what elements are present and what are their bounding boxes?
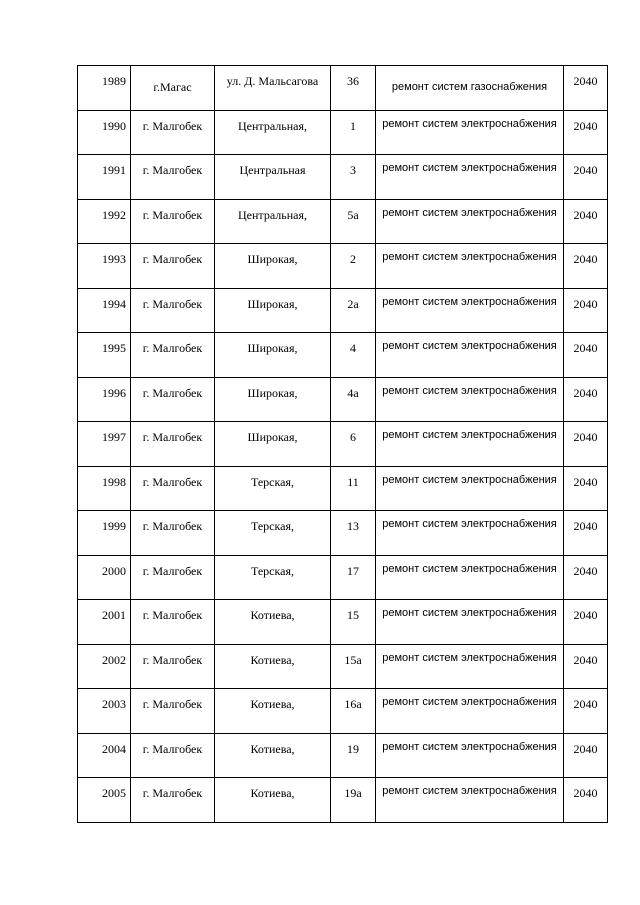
- city-cell: г. Малгобек: [131, 244, 215, 289]
- city-cell: г. Малгобек: [131, 511, 215, 556]
- city-cell: г. Малгобек: [131, 689, 215, 734]
- year-cell: 2040: [564, 511, 608, 556]
- work-type-cell: ремонт систем электроснабжения: [376, 422, 564, 467]
- row-number: 2005: [78, 778, 131, 823]
- row-number: 1996: [78, 377, 131, 422]
- house-number-cell: 6: [331, 422, 376, 467]
- table-row: [78, 689, 608, 734]
- street-cell: Терская,: [215, 466, 331, 511]
- work-type-cell: ремонт систем электроснабжения: [376, 644, 564, 689]
- street-cell: ул. Д. Мальсагова: [215, 66, 331, 111]
- street-cell: Широкая,: [215, 333, 331, 378]
- city-cell: г. Малгобек: [131, 288, 215, 333]
- work-type-cell: ремонт систем электроснабжения: [376, 288, 564, 333]
- work-type-cell: ремонт систем электроснабжения: [376, 333, 564, 378]
- city-cell: г. Малгобек: [131, 199, 215, 244]
- year-cell: 2040: [564, 733, 608, 778]
- city-cell: г. Малгобек: [131, 466, 215, 511]
- year-cell: 2040: [564, 689, 608, 734]
- repair-schedule-table: [77, 65, 608, 823]
- year-cell: 2040: [564, 244, 608, 289]
- city-cell: г. Малгобек: [131, 110, 215, 155]
- year-cell: 2040: [564, 199, 608, 244]
- row-number: 1999: [78, 511, 131, 556]
- table-row: [78, 377, 608, 422]
- row-number: 1992: [78, 199, 131, 244]
- row-number: 2002: [78, 644, 131, 689]
- house-number-cell: 13: [331, 511, 376, 556]
- table-row: [78, 66, 608, 111]
- row-number: 1998: [78, 466, 131, 511]
- work-type-cell: ремонт систем электроснабжения: [376, 466, 564, 511]
- year-cell: 2040: [564, 377, 608, 422]
- row-number: 1991: [78, 155, 131, 200]
- city-cell: г. Малгобек: [131, 333, 215, 378]
- work-type-cell: ремонт систем электроснабжения: [376, 555, 564, 600]
- city-cell: г. Малгобек: [131, 377, 215, 422]
- street-cell: Широкая,: [215, 377, 331, 422]
- year-cell: 2040: [564, 422, 608, 467]
- table-row: [78, 155, 608, 200]
- row-number: 2004: [78, 733, 131, 778]
- city-cell: г. Малгобек: [131, 778, 215, 823]
- row-number: 1997: [78, 422, 131, 467]
- work-type-cell: ремонт систем электроснабжения: [376, 110, 564, 155]
- work-type-cell: ремонт систем электроснабжения: [376, 689, 564, 734]
- work-type-cell: ремонт систем электроснабжения: [376, 511, 564, 556]
- year-cell: 2040: [564, 155, 608, 200]
- house-number-cell: 2а: [331, 288, 376, 333]
- city-cell: г. Малгобек: [131, 600, 215, 645]
- table-row: [78, 244, 608, 289]
- city-cell: г. Малгобек: [131, 155, 215, 200]
- table-row: [78, 199, 608, 244]
- city-cell: г. Малгобек: [131, 733, 215, 778]
- table-row: [78, 511, 608, 556]
- year-cell: 2040: [564, 555, 608, 600]
- house-number-cell: 1: [331, 110, 376, 155]
- work-type-cell: ремонт систем электроснабжения: [376, 199, 564, 244]
- street-cell: Котиева,: [215, 733, 331, 778]
- year-cell: 2040: [564, 778, 608, 823]
- year-cell: 2040: [564, 333, 608, 378]
- year-cell: 2040: [564, 644, 608, 689]
- row-number: 1989: [78, 66, 131, 111]
- year-cell: 2040: [564, 110, 608, 155]
- row-number: 2003: [78, 689, 131, 734]
- house-number-cell: 3: [331, 155, 376, 200]
- work-type-cell: ремонт систем электроснабжения: [376, 155, 564, 200]
- house-number-cell: 19а: [331, 778, 376, 823]
- row-number: 1994: [78, 288, 131, 333]
- house-number-cell: 36: [331, 66, 376, 111]
- street-cell: Котиева,: [215, 689, 331, 734]
- table-row: [78, 333, 608, 378]
- house-number-cell: 15: [331, 600, 376, 645]
- street-cell: Центральная,: [215, 110, 331, 155]
- house-number-cell: 2: [331, 244, 376, 289]
- row-number: 2001: [78, 600, 131, 645]
- row-number: 2000: [78, 555, 131, 600]
- house-number-cell: 4: [331, 333, 376, 378]
- city-cell: г. Малгобек: [131, 422, 215, 467]
- table-row: [78, 600, 608, 645]
- house-number-cell: 15а: [331, 644, 376, 689]
- house-number-cell: 4а: [331, 377, 376, 422]
- year-cell: 2040: [564, 600, 608, 645]
- table-row: [78, 555, 608, 600]
- street-cell: Центральная: [215, 155, 331, 200]
- house-number-cell: 5а: [331, 199, 376, 244]
- house-number-cell: 11: [331, 466, 376, 511]
- street-cell: Терская,: [215, 511, 331, 556]
- street-cell: Терская,: [215, 555, 331, 600]
- work-type-cell: ремонт систем газоснабжения: [376, 66, 564, 111]
- street-cell: Центральная,: [215, 199, 331, 244]
- street-cell: Котиева,: [215, 778, 331, 823]
- table-row: [78, 733, 608, 778]
- year-cell: 2040: [564, 466, 608, 511]
- work-type-cell: ремонт систем электроснабжения: [376, 600, 564, 645]
- table-body: [78, 66, 608, 823]
- house-number-cell: 16а: [331, 689, 376, 734]
- street-cell: Широкая,: [215, 244, 331, 289]
- row-number: 1995: [78, 333, 131, 378]
- house-number-cell: 17: [331, 555, 376, 600]
- table-row: [78, 288, 608, 333]
- city-cell: г. Малгобек: [131, 644, 215, 689]
- table-row: [78, 644, 608, 689]
- city-cell: г. Малгобек: [131, 555, 215, 600]
- street-cell: Широкая,: [215, 422, 331, 467]
- table-row: [78, 466, 608, 511]
- street-cell: Широкая,: [215, 288, 331, 333]
- work-type-cell: ремонт систем электроснабжения: [376, 733, 564, 778]
- row-number: 1993: [78, 244, 131, 289]
- table-row: [78, 110, 608, 155]
- table-row: [78, 422, 608, 467]
- street-cell: Котиева,: [215, 600, 331, 645]
- row-number: 1990: [78, 110, 131, 155]
- table-row: [78, 778, 608, 823]
- work-type-cell: ремонт систем электроснабжения: [376, 377, 564, 422]
- year-cell: 2040: [564, 66, 608, 111]
- year-cell: 2040: [564, 288, 608, 333]
- work-type-cell: ремонт систем электроснабжения: [376, 778, 564, 823]
- street-cell: Котиева,: [215, 644, 331, 689]
- work-type-cell: ремонт систем электроснабжения: [376, 244, 564, 289]
- house-number-cell: 19: [331, 733, 376, 778]
- city-cell: г.Магас: [131, 66, 215, 111]
